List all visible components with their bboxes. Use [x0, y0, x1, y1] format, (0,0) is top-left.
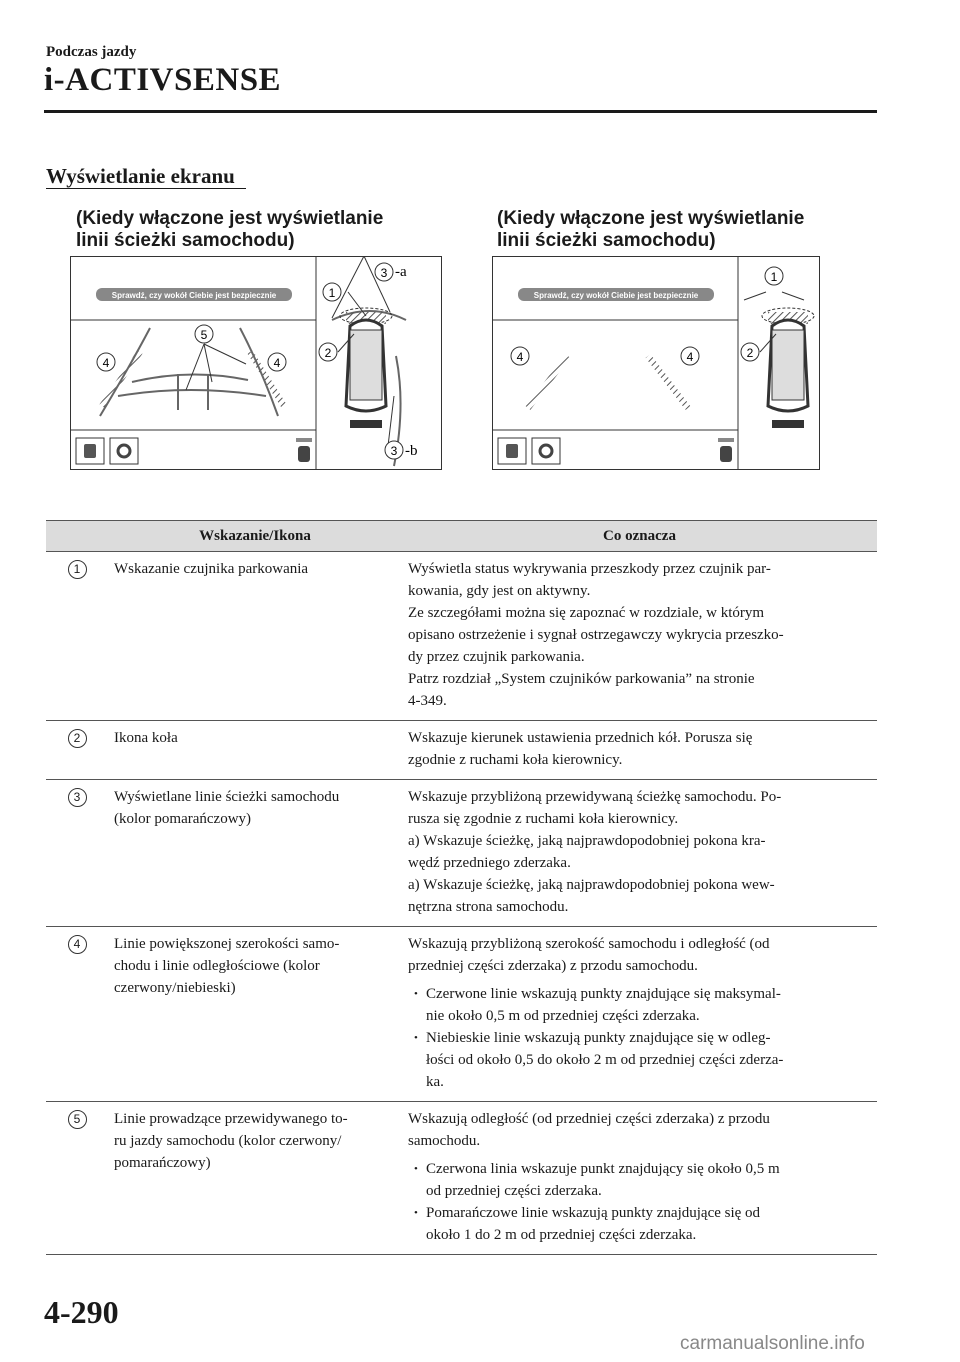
meaning-cell: [402, 927, 877, 1102]
indicator-cell: [108, 780, 402, 927]
section-label: Podczas jazdy: [46, 44, 137, 60]
settings-gear-icon: [532, 438, 560, 464]
meaning-line: przedniej części zderzaka) z przodu samochodu.: [408, 958, 698, 974]
table-row: [46, 721, 877, 780]
warning-banner-text: Sprawdź, czy wokół Ciebie jest bezpiecznie: [111, 291, 277, 300]
meaning-line: rusza się zgodnie z ruchami koła kierownicy.: [408, 811, 679, 827]
indicator-text: ru jazdy samochodu (kolor czerwony/: [114, 1133, 342, 1149]
parking-sensor-icon: [718, 438, 734, 462]
callout-4-label: 4: [516, 350, 524, 364]
indicator-cell: [108, 927, 402, 1102]
meaning-cell: [402, 780, 877, 927]
indicator-text: chodu i linie odległościowe (kolor: [114, 958, 320, 974]
callout-4-label: 4: [273, 356, 281, 370]
bullet-item: [408, 1158, 871, 1202]
table-header-num: [46, 521, 108, 552]
meaning-line: wędź przedniego zderzaka.: [408, 855, 571, 871]
settings-gear-icon: [110, 438, 138, 464]
screen-diagram-right: [492, 256, 820, 472]
number-3-icon: 3: [68, 788, 87, 807]
callout-1-label: 1: [328, 286, 336, 300]
bullet-list: [408, 1158, 871, 1246]
bullet-item: [408, 1027, 871, 1093]
indicator-text: (kolor pomarańczowy): [114, 811, 252, 827]
page-reference: 4-349.: [408, 693, 447, 709]
bullet-item: [408, 983, 871, 1027]
meaning-line: samochodu.: [408, 1133, 481, 1149]
meaning-line: a) Wskazuje ścieżkę, jaką najprawdopodobniej pokona kra-: [408, 833, 766, 849]
number-1-icon: 1: [68, 560, 87, 579]
table-row: [46, 552, 877, 721]
table-row: [46, 1102, 877, 1255]
bullet-line: od przedniej części zderzaka.: [426, 1183, 602, 1199]
meaning-cell: [402, 721, 877, 780]
caption-left-line-2: linii ścieżki samochodu): [76, 230, 295, 251]
bullet-line: nie około 0,5 m od przedniej części zderzaka.: [426, 1008, 700, 1024]
header-rule: [44, 110, 877, 113]
callout-3-label: 3: [390, 444, 398, 458]
table-row: [46, 927, 877, 1102]
bullet-line: • Czerwona linia wskazuje punkt znajdujący się około 0,5 m: [426, 1161, 780, 1177]
bullet-line: łości od około 0,5 do około 2 m od przedniej części zderza-: [426, 1052, 784, 1068]
bullet-line: • Czerwone linie wskazują punkty znajdujące się maksymal-: [426, 986, 781, 1002]
meaning-line: zgodnie z ruchami koła kierownicy.: [408, 752, 623, 768]
meaning-line: opisano ostrzeżenie i sygnał ostrzegawczy wykrycia przeszko-: [408, 627, 784, 643]
page-number: 4-290: [44, 1294, 119, 1330]
number-4-icon: 4: [68, 935, 87, 954]
callout-3-label: 3: [380, 266, 388, 280]
meaning-line: Patrz rozdział „System czujników parkowania” na stronie: [408, 671, 755, 687]
caption-left-line-1: (Kiedy włączone jest wyświetlanie: [76, 208, 384, 229]
watermark[interactable]: carmanualsonline.info: [680, 1333, 865, 1354]
indicator-text: Wskazanie czujnika parkowania: [114, 561, 309, 577]
bullet-item: [408, 1202, 871, 1246]
number-2-icon: 2: [68, 729, 87, 748]
meaning-cell: [402, 552, 877, 721]
subheading-underline: [46, 188, 246, 189]
meaning-line: Wskazują przybliżoną szerokość samochodu i odległość (od: [408, 936, 770, 952]
callout-3b-suffix: -b: [405, 443, 418, 459]
caption-left: [76, 208, 383, 252]
meaning-line: Wskazuje kierunek ustawienia przednich kół. Porusza się: [408, 730, 753, 746]
meaning-cell: [402, 1102, 877, 1255]
indicator-text: Ikona koła: [114, 730, 178, 746]
callout-4-label: 4: [686, 350, 694, 364]
indicator-text: czerwony/niebieski): [114, 980, 236, 996]
indicator-cell: [108, 552, 402, 721]
number-5-icon: 5: [68, 1110, 87, 1129]
indicator-text: Linie powiększonej szerokości samo-: [114, 936, 340, 952]
indicator-cell: [108, 1102, 402, 1255]
subheading: Wyświetlanie ekranu: [46, 164, 235, 188]
bullet-list: [408, 983, 871, 1093]
meaning-line: Ze szczegółami można się zapoznać w rozdziale, w którym: [408, 605, 765, 621]
indicator-text: Wyświetlane linie ścieżki samochodu: [114, 789, 340, 805]
chapter-title: i-ACTIVSENSE: [44, 62, 282, 98]
meaning-line: Wskazują odległość (od przedniej części zderzaka) z przodu: [408, 1111, 770, 1127]
indicator-text: pomarańczowy): [114, 1155, 211, 1171]
callout-2-label: 2: [324, 346, 332, 360]
meaning-line: dy przez czujnik parkowania.: [408, 649, 585, 665]
bullet-line: ka.: [426, 1074, 444, 1090]
callout-2-label: 2: [746, 346, 754, 360]
indicator-cell: [108, 721, 402, 780]
table-header-row: [46, 521, 877, 552]
meaning-line: Wskazuje przybliżoną przewidywaną ścieżkę samochodu. Po-: [408, 789, 782, 805]
legend-table: [46, 520, 877, 1255]
callout-3a-suffix: -a: [395, 264, 407, 280]
table-header-meaning: Co oznacza: [402, 521, 877, 552]
bullet-line: • Niebieskie linie wskazują punkty znajdujące się w odleg-: [426, 1030, 771, 1046]
indicator-text: Linie prowadzące przewidywanego to-: [114, 1111, 348, 1127]
callout-5-label: 5: [200, 328, 208, 342]
meaning-line: kowania, gdy jest on aktywny.: [408, 583, 591, 599]
table-header-indicator: Wskazanie/Ikona: [108, 521, 402, 552]
bullet-line: • Pomarańczowe linie wskazują punkty znajdujące się od: [426, 1205, 761, 1221]
callout-1-label: 1: [770, 270, 778, 284]
meaning-line: Wyświetla status wykrywania przeszkody przez czujnik par-: [408, 561, 771, 577]
table-row: [46, 780, 877, 927]
warning-banner-text: Sprawdź, czy wokół Ciebie jest bezpiecznie: [533, 291, 699, 300]
screen-diagram-left: [70, 256, 442, 472]
parking-sensor-icon: [296, 438, 312, 462]
meaning-line: a) Wskazuje ścieżkę, jaką najprawdopodobniej pokona wew-: [408, 877, 775, 893]
meaning-line: nętrzna strona samochodu.: [408, 899, 569, 915]
caption-right: [497, 208, 804, 252]
caption-right-line-1: (Kiedy włączone jest wyświetlanie: [497, 208, 805, 229]
callout-4-label: 4: [102, 356, 110, 370]
bullet-line: około 1 do 2 m od przedniej części zderzaka.: [426, 1227, 697, 1243]
caption-right-line-2: linii ścieżki samochodu): [497, 230, 716, 251]
